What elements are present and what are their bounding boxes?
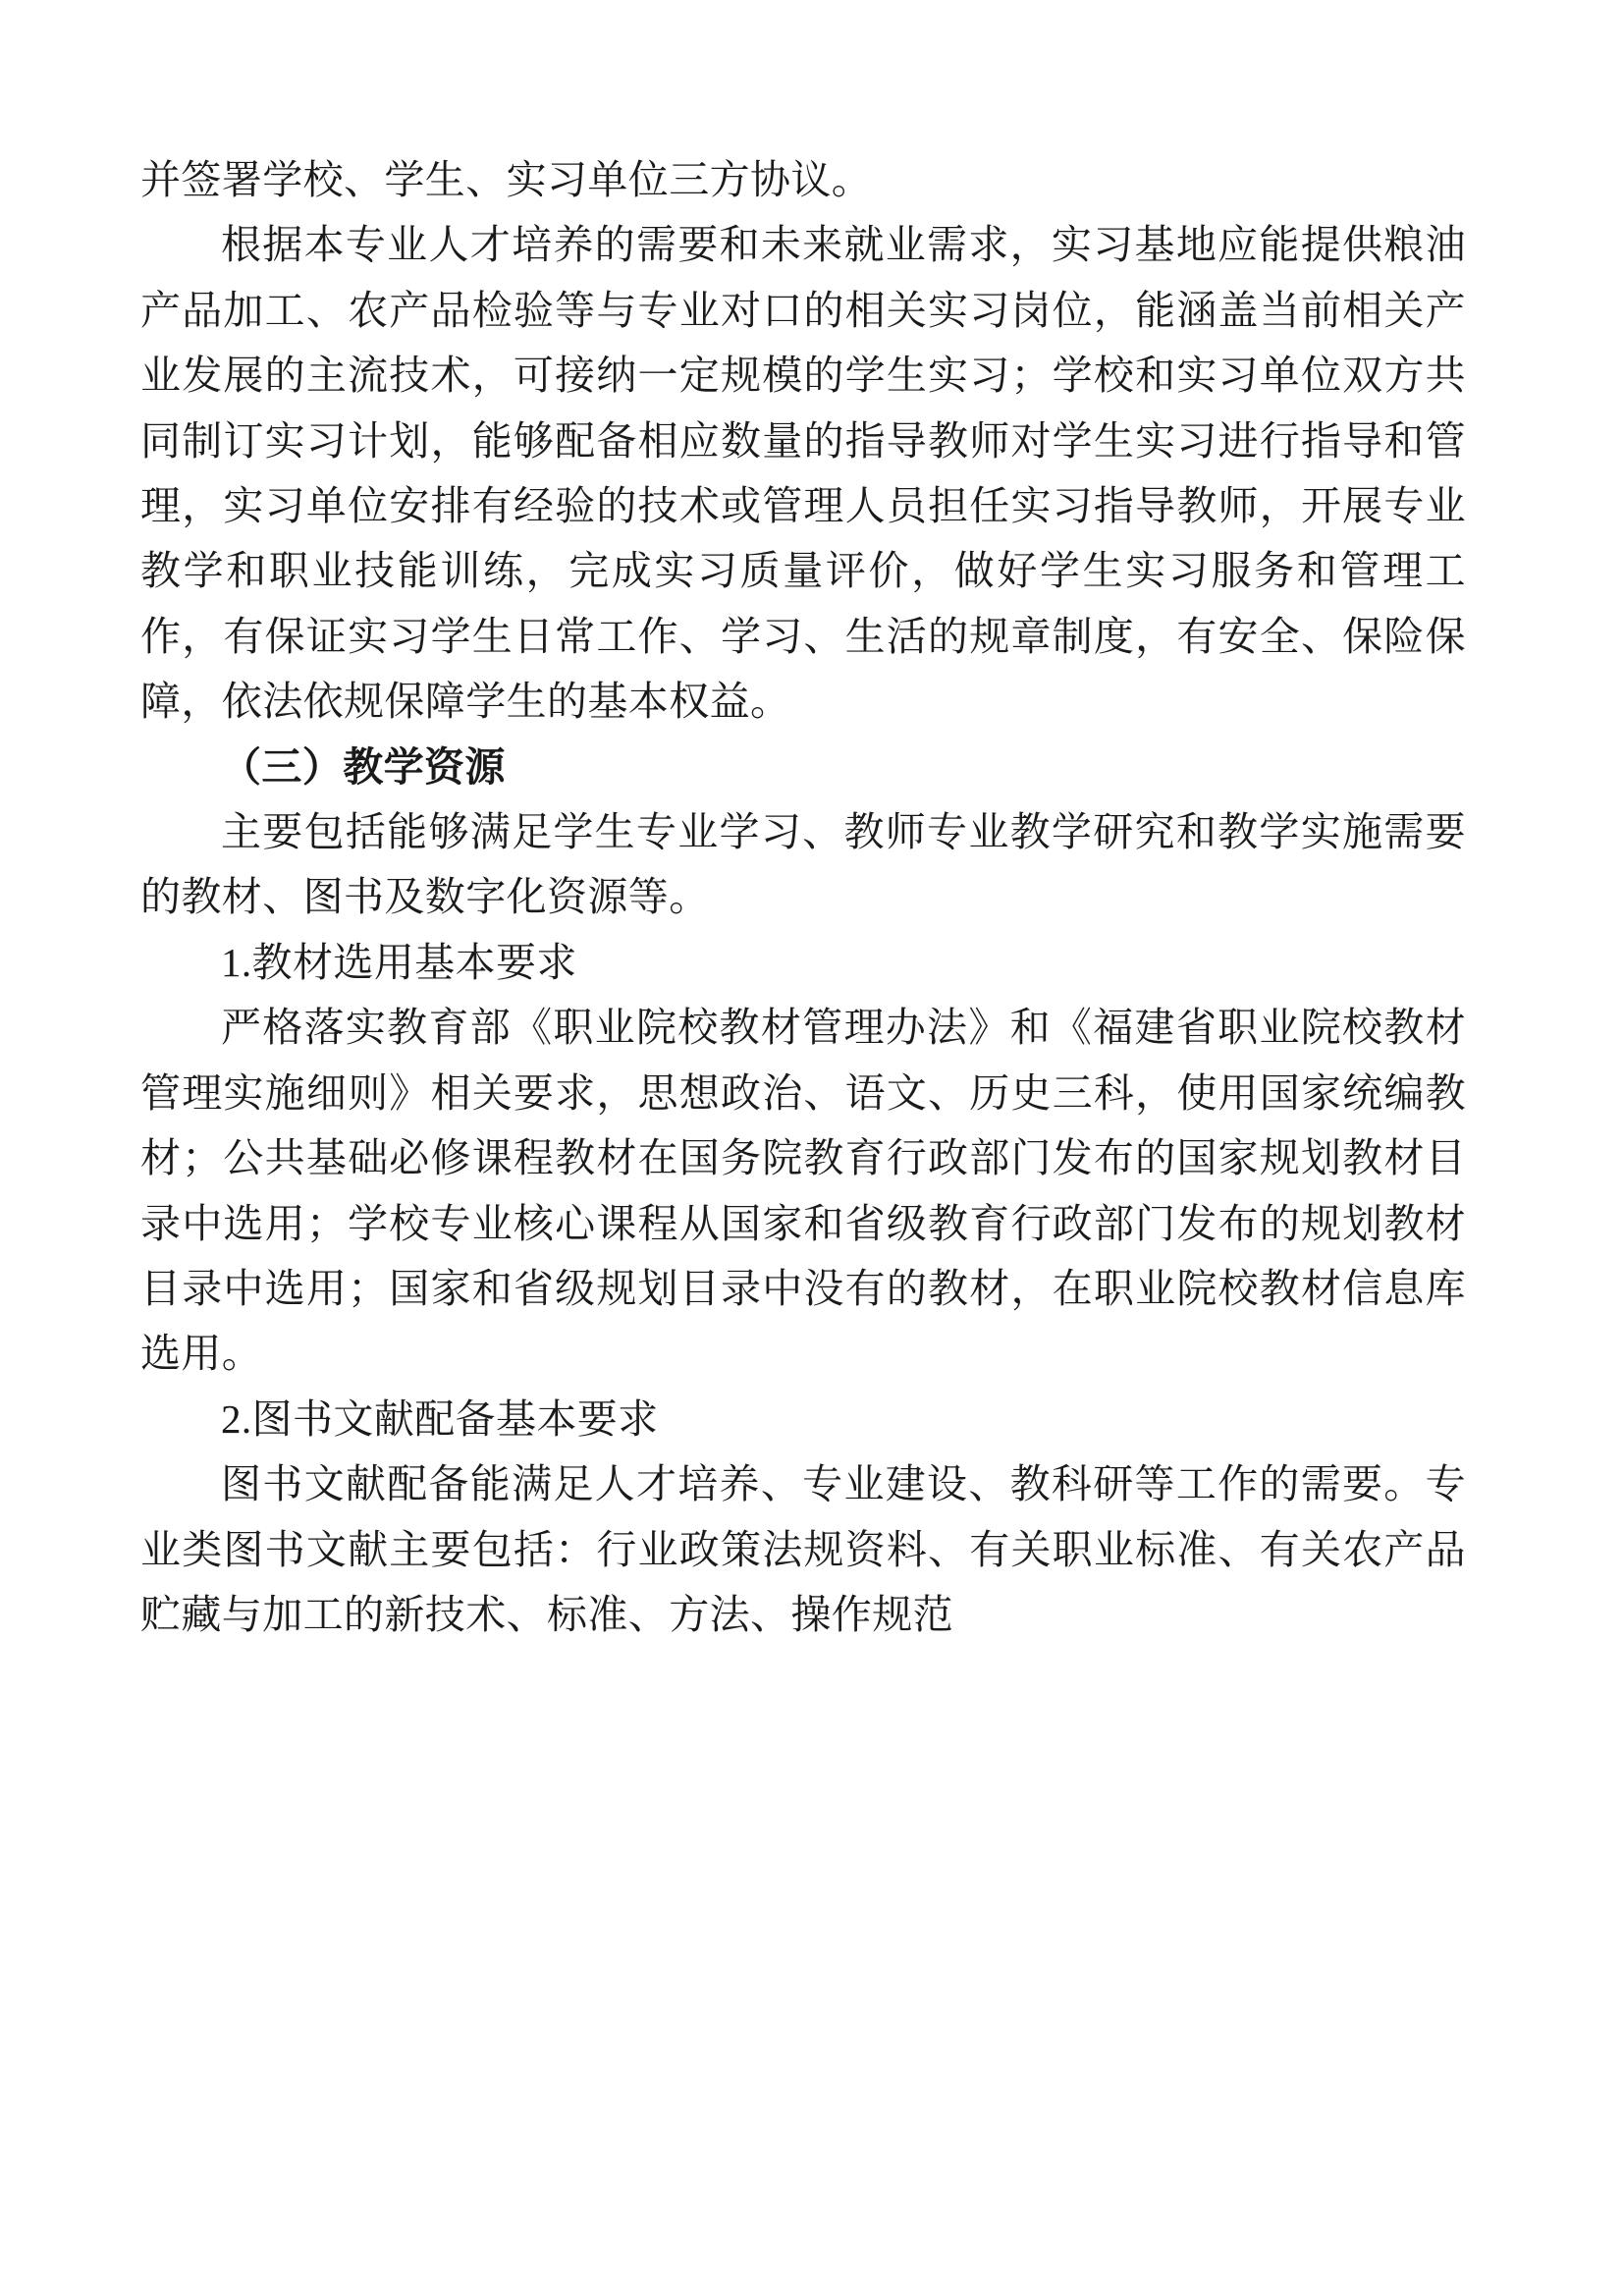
paragraph-continuation: 并签署学校、学生、实习单位三方协议。 <box>140 157 873 202</box>
paragraph-textbook-requirements: 严格落实教育部《职业院校教材管理办法》和《福建省职业院校教材管理实施细则》相关要求，思想政治、语文、历史三科，使用国家统编教材；公共基础必修课程教材在国务院教育行政部门发布的国家规划教材目录中选用；学校专业核心课程从国家和省级教育行政部门发布的规划教材目录中选用；国家和省级规划目录中没有的教材，在职业院校教材信息库选用。 <box>140 1005 1466 1377</box>
paragraph-internship-base: 根据本专业人才培养的需要和未来就业需求，实习基地应能提供粮油产品加工、农产品检验等与专业对口的相关实习岗位，能涵盖当前相关产业发展的主流技术，可接纳一定规模的学生实习；学校和实习单位双方共同制订实习计划，能够配备相应数量的指导教师对学生实习进行指导和管理，实习单位安排有经验的技术或管理人员担任实习指导教师，开展专业教学和职业技能训练，完成实习质量评价，做好学生实习服务和管理工作，有保证实习学生日常工作、学习、生活的规章制度，有安全、保险保障，依法依规保障学生的基本权益。 <box>140 222 1466 725</box>
document-body <box>140 147 1466 1647</box>
heading-teaching-resources: （三）教学资源 <box>221 743 506 790</box>
heading-library-requirements: 2.图书文献配备基本要求 <box>221 1395 659 1442</box>
paragraph-library-requirements: 图书文献配备能满足人才培养、专业建设、教科研等工作的需要。专业类图书文献主要包括：行业政策法规资料、有关职业标准、有关农产品贮藏与加工的新技术、标准、方法、操作规范 <box>140 1461 1466 1637</box>
paragraph-resources-overview: 主要包括能够满足学生专业学习、教师专业教学研究和教学实施需要的教材、图书及数字化资源等。 <box>140 809 1466 920</box>
heading-textbook-requirements: 1.教材选用基本要求 <box>221 939 577 985</box>
